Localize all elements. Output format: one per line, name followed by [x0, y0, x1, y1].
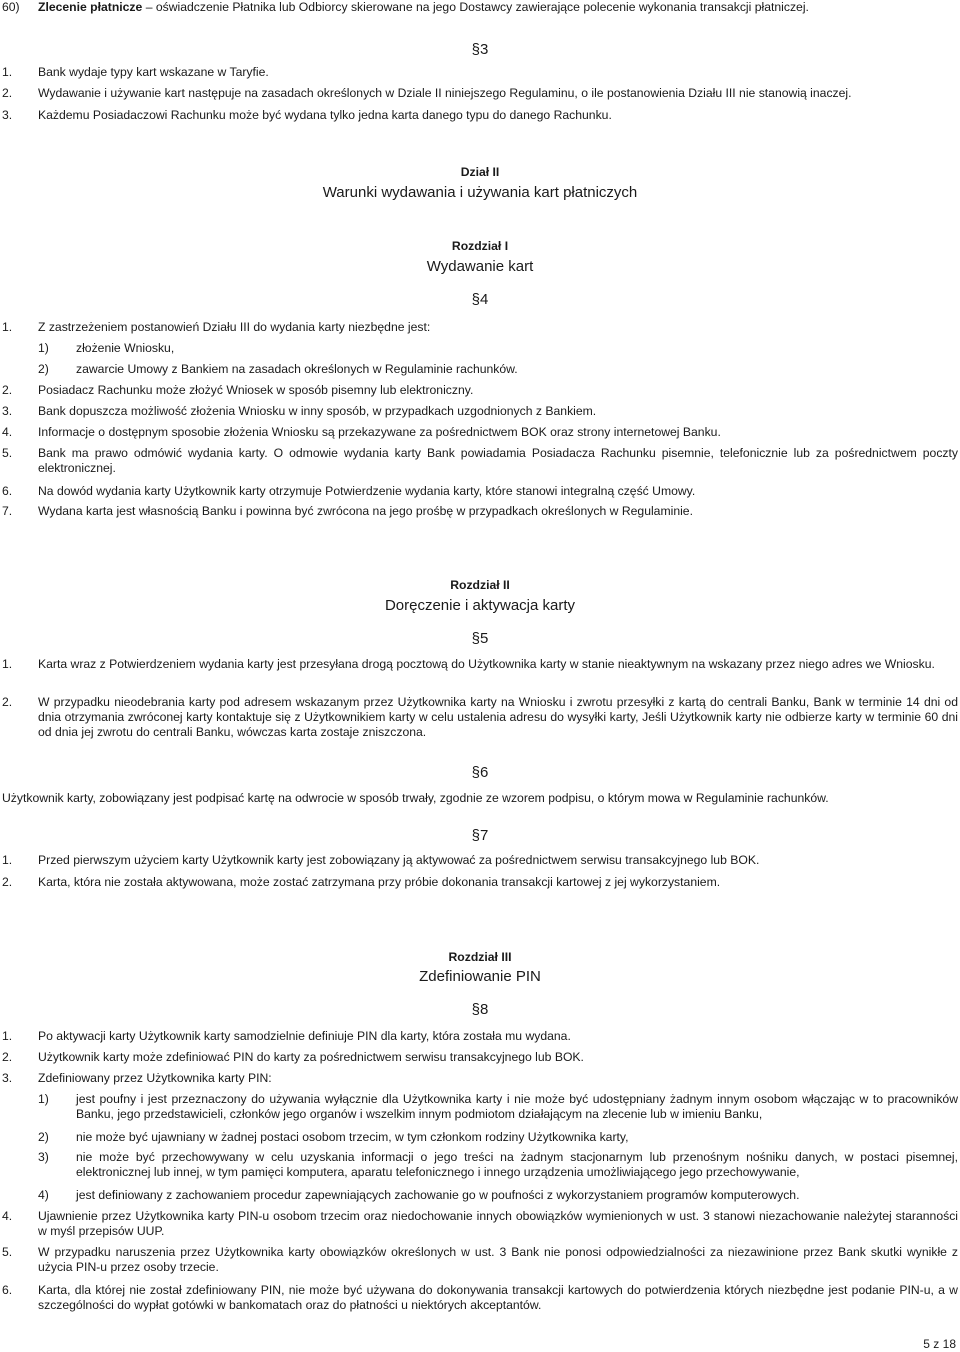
item-number: 5. [2, 446, 13, 460]
chapter-title: Wydawanie kart [426, 258, 534, 275]
item-text: Informacje o dostępnym sposobie złożenia Wniosku są przekazywane za pośrednictwem BOK oraz strony internetowej Banku. [38, 425, 721, 439]
item-number: 2. [2, 86, 13, 100]
item-text: Każdemu Posiadaczowi Rachunku może być wydana tylko jedna karta danego typu do danego Rachunku. [38, 108, 612, 122]
sub-item-number: 4) [38, 1188, 49, 1202]
item-number: 3. [2, 1071, 13, 1085]
sub-item-text: zawarcie Umowy z Bankiem na zasadach określonych w Regulaminie rachunków. [76, 362, 518, 376]
item-text: Z zastrzeżeniem postanowień Działu III do wydania karty niezbędne jest: [38, 320, 431, 334]
item-number: 3. [2, 108, 13, 122]
item-text: Na dowód wydania karty Użytkownik karty otrzymuje Potwierdzenie wydania karty, które stanowi integralną część Umowy. [38, 484, 696, 498]
item-number: 1. [2, 320, 13, 334]
item-text: Zdefiniowany przez Użytkownika karty PIN: [38, 1071, 272, 1085]
sub-item-number: 1) [38, 341, 49, 355]
sub-item-number: 1) [38, 1092, 49, 1106]
section-mark-8: §8 [471, 1001, 489, 1018]
sub-item-text: jest definiowany z zachowaniem procedur zapewniających zachowanie go w poufności z wykorzystaniem programów komputerowych. [76, 1188, 800, 1202]
item-number: 7. [2, 504, 13, 518]
chapter-title: Zdefiniowanie PIN [419, 968, 541, 985]
item-text: Karta wraz z Potwierdzeniem wydania karty jest przesyłana drogą pocztową do Użytkownika karty w stanie nieaktywnym na wskazany przez niego adres we Wniosku. [38, 657, 935, 671]
item-text: Posiadacz Rachunku może złożyć Wniosek w sposób pisemny lub elektroniczny. [38, 383, 474, 397]
division-label: Dział II [460, 165, 500, 179]
item-number: 1. [2, 657, 13, 671]
item-number: 6. [2, 1283, 13, 1297]
item-text: Bank ma prawo odmówić wydania karty. O odmowie wydania karty Bank powiadamia Posiadacza Rachunku pisemnie, telefonicznie lub za pośrednictwem poczty elektronicznej. [38, 446, 958, 475]
item-number: 6. [2, 484, 13, 498]
sub-item-number: 3) [38, 1150, 49, 1164]
sub-item-text: złożenie Wniosku, [76, 341, 175, 355]
item-number: 4. [2, 1209, 13, 1223]
item-text: Karta, dla której nie został zdefiniowany PIN, nie może być używana do dokonywania transakcji kartowych do potwierdzenia których niezbędne jest podanie PIN-u, a w szczególności do wypłat gotówki w bankomatach oraz do płatności u niektórych akceptantów. [38, 1283, 958, 1312]
item-number: 3. [2, 404, 13, 418]
section-mark-7: §7 [471, 827, 489, 844]
division-title: Warunki wydawania i używania kart płatniczych [322, 184, 638, 201]
chapter-label: Rozdział III [448, 950, 512, 964]
page-number: 5 z 18 [923, 1337, 956, 1351]
item-text [38, 0, 958, 15]
item-text: W przypadku naruszenia przez Użytkownika karty obowiązków określonych w ust. 3 Bank nie ponosi odpowiedzialności za niezawinione przez Bank skutki wynikłe z użycia PIN-u przez osoby trzecie. [38, 1245, 958, 1274]
chapter-label: Rozdział I [451, 239, 509, 253]
defined-term: Zlecenie płatnicze [38, 0, 143, 14]
sub-item-number: 2) [38, 362, 49, 376]
item-number: 4. [2, 425, 13, 439]
item-number: 2. [2, 875, 13, 889]
section-mark-4: §4 [471, 291, 489, 308]
item-number: 1. [2, 853, 13, 867]
item-number: 1. [2, 1029, 13, 1043]
sub-item-number: 2) [38, 1130, 49, 1144]
item-text: W przypadku nieodebrania karty pod adresem wskazanym przez Użytkownika karty na Wniosku i zwrotu przesyłki z kartą do centrali Banku, Bank w terminie 14 dni od dnia otrzymania zwróconej karty kontaktuje się z Użytkownikiem karty w celu ustalenia adresu do wysyłki karty, Jeśli Użytkownik karty nie odbierze karty w terminie 60 dni od dnia jej zwrotu do centrali Banku, wówczas karta zostaje zniszczona. [38, 695, 958, 739]
item-text: Ujawnienie przez Użytkownika karty PIN-u osobom trzecim oraz niedochowanie innych obowiązków wymienionych w ust. 3 stanowi niezachowanie należytej staranności w myśl przepisów UUP. [38, 1209, 958, 1238]
chapter-title: Doręczenie i aktywacja karty [384, 597, 576, 614]
sub-item-text: nie może być przechowywany w celu uzyskania informacji o jego treści na żadnym stacjonarnym lub przenośnym nośniku danych, w postaci pisemnej, elektronicznej lub innej, w tym pamięci komputera, aparatu telefonicznego i innego urządzenia umożliwiającego jego przechowywanie, [76, 1150, 958, 1179]
item-text: Wydawanie i używanie kart następuje na zasadach określonych w Dziale II niniejszego Regulaminu, o ile postanowienia Działu III nie stanowią inaczej. [38, 86, 852, 100]
item-text: Bank dopuszcza możliwość złożenia Wniosku w inny sposób, w przypadkach uzgodnionych z Bankiem. [38, 404, 597, 418]
section-mark-6: §6 [471, 764, 489, 781]
item-text: Użytkownik karty może zdefiniować PIN do karty za pośrednictwem serwisu transakcyjnego lub BOK. [38, 1050, 584, 1064]
sub-item-text: nie może być ujawniany w żadnej postaci osobom trzecim, w tym członkom rodziny Użytkownika karty, [76, 1130, 629, 1144]
item-text: Po aktywacji karty Użytkownik karty samodzielnie definiuje PIN dla karty, która została mu wydana. [38, 1029, 571, 1043]
item-number: 2. [2, 383, 13, 397]
item-text: Wydana karta jest własnością Banku i powinna być zwrócona na jego prośbę w przypadkach określonych w Regulaminie. [38, 504, 693, 518]
section-mark-3: §3 [471, 41, 489, 58]
item-text: Przed pierwszym użyciem karty Użytkownik karty jest zobowiązany ją aktywować za pośrednictwem serwisu transakcyjnego lub BOK. [38, 853, 760, 867]
item-number: 1. [2, 65, 13, 79]
item-number: 2. [2, 695, 13, 709]
item-number: 2. [2, 1050, 13, 1064]
section-mark-5: §5 [471, 630, 489, 647]
paragraph-text: Użytkownik karty, zobowiązany jest podpisać kartę na odwrocie w sposób trwały, zgodnie ze wzorem podpisu, o którym mowa w Regulaminie rachunków. [2, 791, 829, 805]
item-text: Karta, która nie została aktywowana, może zostać zatrzymana przy próbie dokonania transakcji kartowej z jej wykorzystaniem. [38, 875, 721, 889]
chapter-label: Rozdział II [450, 578, 510, 592]
item-text: Bank wydaje typy kart wskazane w Taryfie. [38, 65, 269, 79]
item-number: 5. [2, 1245, 13, 1259]
item-number: 60) [2, 0, 20, 14]
term-definition: – oświadczenie Płatnika lub Odbiorcy skierowane na jego Dostawcy zawierające polecenie wykonania transakcji płatniczej. [142, 0, 809, 14]
sub-item-text: jest poufny i jest przeznaczony do używania wyłącznie dla Użytkownika karty i nie może być udostępniany żadnym innym osobom włączając w to pracowników Banku, jego przedstawicieli, członków jego organów i wszelkim innym podmiotom działającym na zlecenie lub w imieniu Banku, [76, 1092, 958, 1121]
